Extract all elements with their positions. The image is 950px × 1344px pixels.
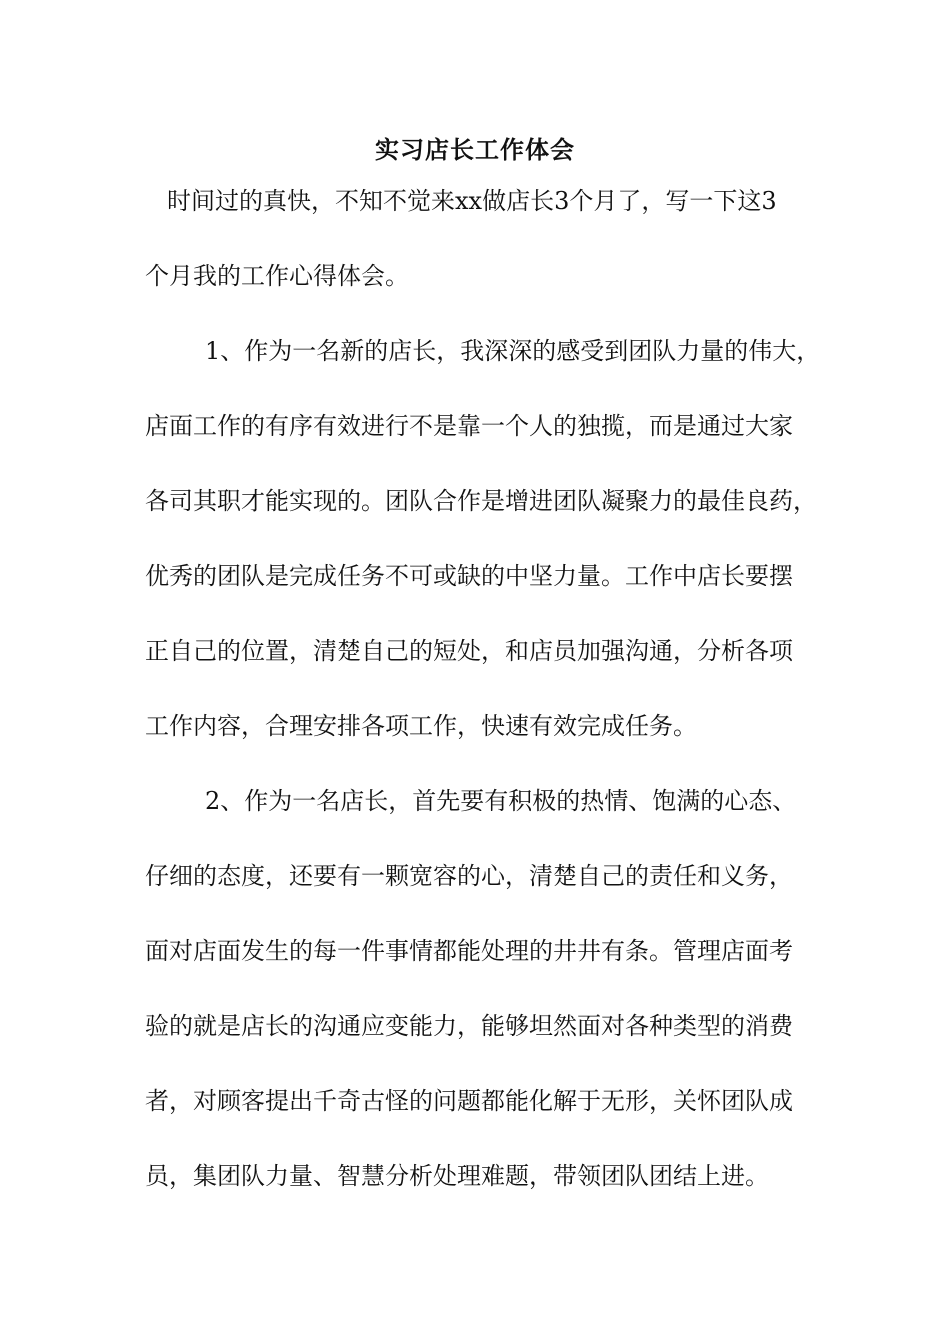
paragraph-line-12: 验的就是店长的沟通应变能力，能够坦然面对各种类型的消费 xyxy=(145,1012,793,1040)
paragraph-line-4: 店面工作的有序有效进行不是靠一个人的独揽，而是通过大家 xyxy=(145,412,793,440)
paragraph-line-7: 正自己的位置，清楚自己的短处，和店员加强沟通，分析各项 xyxy=(145,637,793,665)
paragraph-line-6: 优秀的团队是完成任务不可或缺的中坚力量。工作中店长要摆 xyxy=(145,562,793,590)
paragraph-line-2: 个月我的工作心得体会。 xyxy=(145,262,409,290)
document-title: 实习店长工作体会 xyxy=(375,135,575,164)
paragraph-line-8: 工作内容，合理安排各项工作，快速有效完成任务。 xyxy=(145,712,697,740)
paragraph-line-3: 1、作为一名新的店长，我深深的感受到团队力量的伟大， xyxy=(205,337,821,365)
paragraph-line-5: 各司其职才能实现的。团队合作是增进团队凝聚力的最佳良药， xyxy=(145,487,817,515)
paragraph-line-14: 员，集团队力量、智慧分析处理难题，带领团队团结上进。 xyxy=(145,1162,769,1190)
paragraph-line-1: 时间过的真快，不知不觉来xx做店长3个月了，写一下这3 xyxy=(167,187,777,215)
paragraph-line-13: 者，对顾客提出千奇古怪的问题都能化解于无形，关怀团队成 xyxy=(145,1087,793,1115)
paragraph-line-11: 面对店面发生的每一件事情都能处理的井井有条。管理店面考 xyxy=(145,937,793,965)
paragraph-line-10: 仔细的态度，还要有一颗宽容的心，清楚自己的责任和义务， xyxy=(145,862,793,890)
paragraph-line-9: 2、作为一名店长，首先要有积极的热情、饱满的心态、 xyxy=(205,787,797,815)
